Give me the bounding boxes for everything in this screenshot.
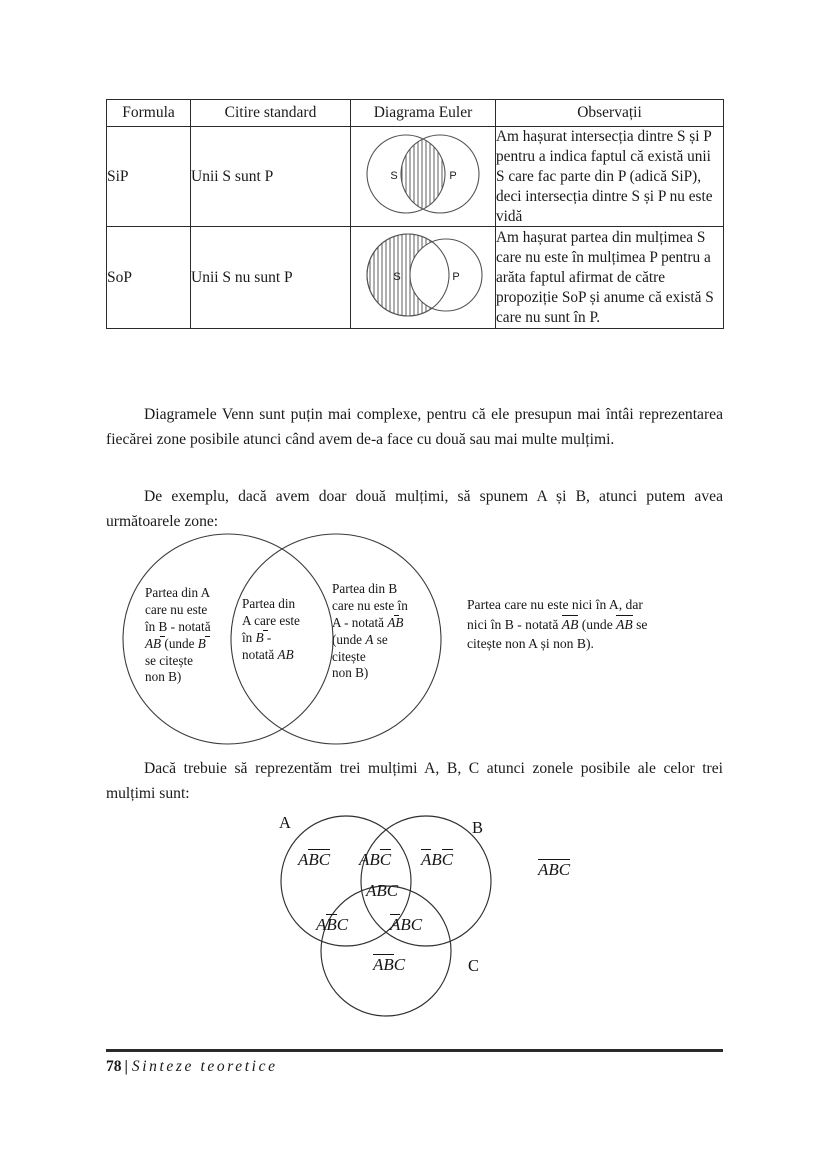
column-header-formula: Formula [107,100,191,127]
venn3-zone-not-ab-c [373,954,405,975]
venn2-outside-line2-mid: (unde [578,616,617,632]
venn-diagram-two-sets [118,528,728,750]
negated-term: ABC [538,860,571,879]
venn2-left-line2: care nu este [145,601,208,617]
euler-label-s: S [390,170,398,183]
venn2-zone-intersection [242,596,326,664]
term: BC [400,915,423,934]
venn2-outside-formula-not-ab-1: AB [562,615,579,635]
column-header-diagrama-euler: Diagrama Euler [351,100,496,127]
venn2-right-line4-pre: (unde [332,631,366,647]
venn2-mid-line1: Partea din [242,596,296,611]
venn2-left-formula-ab-not: AB [145,635,162,651]
venn2-right-line6: non B) [332,665,369,681]
venn2-left-line5: se citește [145,652,193,668]
table-row [107,227,724,329]
cell-diagram-sop [351,227,496,329]
euler-label-s: S [393,271,401,284]
venn2-right-line3-pre: A - notată [332,614,388,630]
euler-label-p: P [452,271,460,284]
table-row [107,127,724,227]
venn2-mid-line3-post: - [263,629,272,645]
cell-citire-sip: Unii S sunt P [191,127,351,227]
euler-label-p: P [449,170,457,183]
euler-diagram-sip [356,128,490,220]
term: C [336,915,349,934]
venn3-set-label-b: B [472,818,484,837]
venn2-left-line3: în B - notată [145,618,211,634]
venn-diagram-three-sets [266,806,726,1031]
negated-term: A [421,850,432,869]
paragraph-venn-intro [106,402,723,453]
venn2-mid-line3-pre: în [242,629,256,645]
venn3-zone-not-a-b-c [390,914,422,935]
cell-citire-sop: Unii S nu sunt P [191,227,351,329]
venn3-zone-not-a-bc [421,849,453,870]
venn2-left-formula-b-not: B [197,635,206,651]
venn2-outside-line1: Partea care nu este nici în A, dar [467,597,643,612]
venn2-mid-formula-ab: AB [277,646,294,662]
cell-observatii-sop: Am hașurat partea din mulțimea S care nu este în mulțimea P pentru a arăta faptul afirmat de către propoziție SoP și anume că există S care nu sunt în P. [496,227,724,329]
venn2-left-after: (unde [161,635,198,651]
venn3-zone-abc-not-c [359,849,391,870]
cell-observatii-sip: Am hașurat intersecția dintre S și P pentru a indica faptul că există unii S care fac parte din P (adică SiP), deci intersecția dintre S și P nu este vidă [496,127,724,227]
negated-term: B [326,915,337,934]
paragraph-exemplu [106,484,723,535]
venn2-right-formula-a-not: A [387,614,396,630]
page-footer [106,1058,278,1076]
paragraph-trei-multimi-text: Dacă trebuie să reprezentăm trei mulțimi A, B, C atunci zonele posibile ale celor trei mulțimi sunt: [106,760,723,803]
negated-term: AB [373,955,394,974]
venn2-right-formula-b: B [395,614,404,630]
term: AB [359,850,380,869]
negated-term: C [318,850,331,869]
paragraph-exemplu-text: De exemplu, dacă avem doar două mulțimi, să spunem A și B, atunci putem avea următoarele zone: [106,488,723,531]
paragraph-trei-multimi [106,756,723,807]
venn3-zone-abc [366,881,398,901]
footer-divider [106,1049,723,1052]
negated-term: B [308,850,319,869]
table-header-row [107,100,724,127]
euler-diagram-sop [356,227,490,323]
cell-diagram-sip [351,127,496,227]
venn3-zone-ab-not-c [298,849,330,870]
term: C [393,955,406,974]
footer-page-number: 78 [106,1058,122,1075]
venn2-right-line4-post: se [373,631,388,647]
venn2-mid-line4-pre: notată [242,646,278,662]
venn2-left-line1: Partea din A [145,585,211,600]
venn2-zone-a-only [145,585,241,686]
venn2-zone-outside [467,596,717,653]
venn2-outside-line3: citește non A și non B). [467,635,594,651]
term: B [431,850,442,869]
venn2-right-formula-a: A [365,631,374,647]
venn2-mid-line2: A care este [242,612,300,628]
negated-term: C [379,850,392,869]
negated-term: C [441,850,454,869]
term: A [316,915,327,934]
venn2-zone-b-only [332,581,432,682]
negated-term: A [390,915,401,934]
cell-formula-sop: SoP [107,227,191,329]
venn2-mid-formula-b-not: B [255,629,264,645]
footer-separator: | [124,1058,128,1075]
venn2-outside-line2-pre: nici în B - notată [467,616,562,632]
venn2-right-line2: care nu este în [332,597,408,613]
euler-diagram-table [106,99,724,329]
venn3-zone-a-not-b-c [316,914,348,935]
venn3-set-label-a: A [279,813,291,832]
venn3-zone-outside [538,859,570,880]
venn2-outside-formula-not-ab-2: AB [616,615,633,635]
venn2-outside-line2-post: se [632,616,648,632]
footer-title: Sinteze teoretice [131,1058,278,1075]
term: ABC [366,881,399,900]
cell-formula-sip: SiP [107,127,191,227]
venn2-right-line1: Partea din B [332,581,398,596]
venn2-left-line6: non B) [145,669,182,685]
term: A [298,850,309,869]
venn3-set-label-c: C [468,956,480,975]
venn2-right-line5: citește [332,648,366,664]
column-header-citire-standard: Citire standard [191,100,351,127]
paragraph-venn-intro-text: Diagramele Venn sunt puțin mai complexe, pentru că ele presupun mai întâi reprezentarea fiecărei zone posibile atunci când avem de-a face cu două sau mai multe mulțimi. [106,406,723,449]
column-header-observatii: Observații [496,100,724,127]
